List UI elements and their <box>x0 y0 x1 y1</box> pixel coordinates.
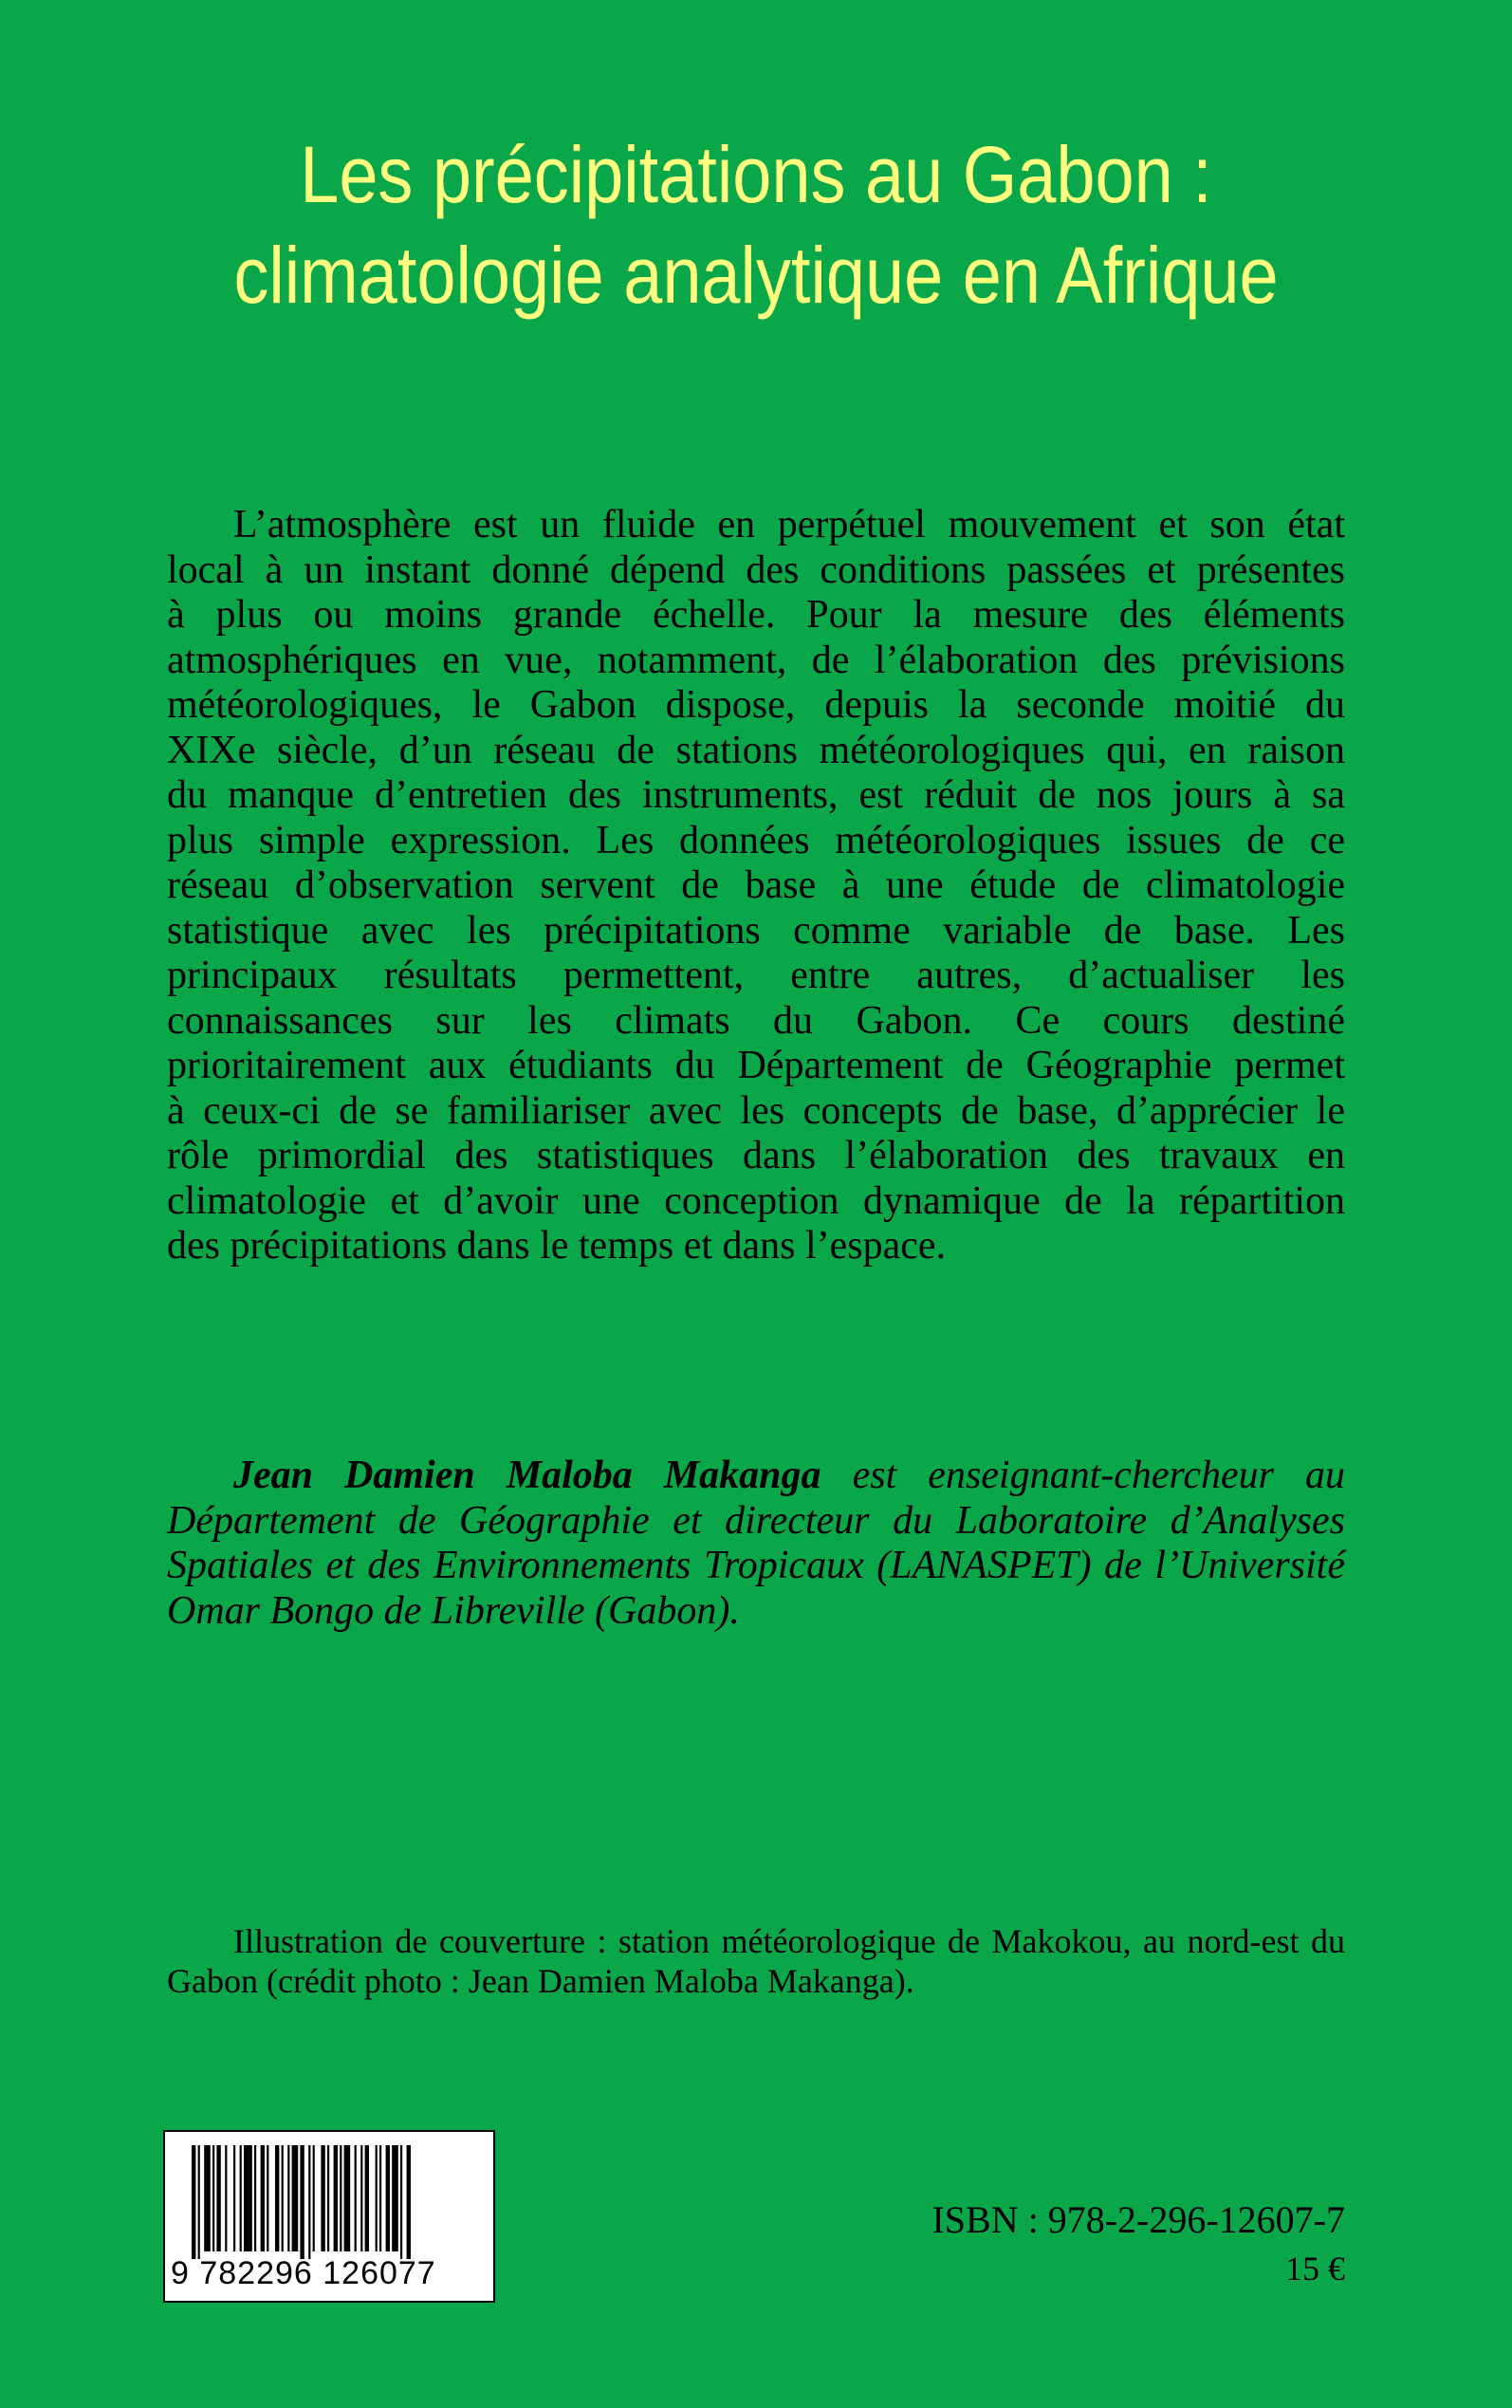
author-bio-line: Département de Géographie et directeur du Laboratoire d’Analyses <box>167 1498 1345 1543</box>
barcode-bar <box>275 2145 279 2251</box>
barcode-bar <box>407 2145 411 2259</box>
summary-line: XIXe siècle, d’un réseau de stations météorologiques qui, en raison <box>167 728 1345 772</box>
summary-line: connaissances sur les climats du Gabon. Ce cours destiné <box>167 998 1345 1043</box>
author-bio <box>167 1454 1345 1634</box>
summary-line: du manque d’entretien des instruments, est réduit de nos jours à sa <box>167 773 1345 817</box>
barcode-bar <box>334 2145 338 2251</box>
author-bio-text: est enseignant-chercheur au <box>821 1454 1345 1497</box>
summary-line: atmosphériques en vue, notamment, de l’élaboration des prévisions <box>167 638 1345 682</box>
summary-line: météorologiques, le Gabon dispose, depuis la seconde moitié du <box>167 683 1345 727</box>
barcode-icon <box>192 2145 467 2259</box>
summary-line: prioritairement aux étudiants du Département de Géographie permet <box>167 1044 1345 1087</box>
summary-line: à ceux-ci de se familiariser avec les concepts de base, d’apprécier le <box>167 1088 1345 1133</box>
author-bio-line: Spatiales et des Environnements Tropicaux (LANASPET) de l’Université <box>167 1544 1345 1587</box>
barcode-bar <box>365 2145 369 2251</box>
barcode-bar <box>244 2145 252 2251</box>
barcode-bar <box>308 2145 310 2259</box>
summary-paragraph <box>167 503 1345 1269</box>
barcode <box>163 2130 495 2303</box>
barcode-bar <box>327 2145 329 2251</box>
barcode-bar <box>198 2145 200 2259</box>
cover-illustration-credit <box>167 1921 1345 2001</box>
summary-line: climatologie et d’avoir une conception dynamique de la répartition <box>167 1178 1345 1223</box>
summary-line: rôle primordial des statistiques dans l’élaboration des travaux en <box>167 1134 1345 1177</box>
summary-line: principaux résultats permettent, entre autres, d’actualiser les <box>167 954 1345 997</box>
price: 15 € <box>1285 2250 1345 2288</box>
barcode-bar <box>254 2145 256 2251</box>
author-bio-line <box>167 1454 1345 1499</box>
barcode-bar <box>392 2145 398 2251</box>
barcode-bar <box>261 2145 265 2251</box>
summary-line: des précipitations dans le temps et dans l’espace. <box>167 1224 947 1268</box>
barcode-bar <box>225 2145 227 2251</box>
summary-line: plus simple expression. Les données météorologiques issues de ce <box>167 818 1345 862</box>
barcode-bar <box>287 2145 289 2251</box>
author-bio-line: Omar Bongo de Libreville (Gabon). <box>167 1588 740 1633</box>
summary-line: L’atmosphère est un fluide en perpétuel mouvement et son état <box>233 503 1345 546</box>
barcode-bar <box>344 2145 351 2251</box>
barcode-digits: 9 782296 126077 <box>171 2255 436 2291</box>
barcode-bar <box>192 2145 195 2259</box>
book-title-line-2: climatologie analytique en Afrique <box>233 231 1279 320</box>
barcode-bar <box>267 2145 268 2251</box>
barcode-bar <box>400 2145 402 2259</box>
barcode-bar <box>376 2145 378 2251</box>
barcode-bar <box>292 2145 299 2251</box>
barcode-bar <box>386 2145 390 2251</box>
summary-line: réseau d’observation servent de base à une étude de climatologie <box>167 863 1345 907</box>
isbn: ISBN : 978-2-296-12607-7 <box>931 2198 1345 2241</box>
barcode-bar <box>240 2145 242 2251</box>
author-name: Jean Damien Maloba Makanga <box>233 1454 821 1497</box>
barcode-bar <box>321 2145 324 2251</box>
barcode-bar <box>204 2145 211 2251</box>
summary-line: local à un instant donné dépend des conditions passées et présentes <box>167 547 1345 592</box>
book-title-line-1: Les précipitations au Gabon : <box>300 130 1212 219</box>
barcode-bar <box>340 2145 341 2251</box>
summary-line: à plus ou moins grande échelle. Pour la mesure des éléments <box>167 593 1345 637</box>
barcode-bar <box>216 2145 220 2251</box>
barcode-bar <box>360 2145 362 2251</box>
caption-line: Gabon (crédit photo : Jean Damien Maloba Makanga). <box>167 1962 914 2000</box>
barcode-bar <box>300 2145 304 2259</box>
barcode-bar <box>313 2145 315 2251</box>
barcode-bar <box>379 2145 381 2251</box>
barcode-bar <box>355 2145 357 2251</box>
barcode-bar <box>233 2145 235 2251</box>
barcode-bar <box>212 2145 214 2251</box>
summary-line: statistique avec les précipitations comme variable de base. Les <box>167 908 1345 953</box>
barcode-bar <box>282 2145 284 2251</box>
caption-line: Illustration de couverture : station météorologique de Makokou, au nord-est du <box>233 1922 1345 1960</box>
